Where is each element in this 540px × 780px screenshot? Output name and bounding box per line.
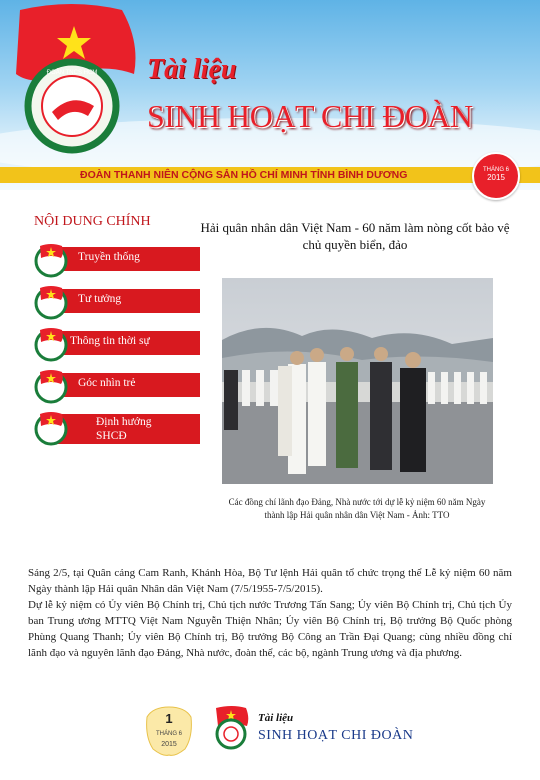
sidebar-item-truyen-thong[interactable]	[32, 240, 172, 274]
page-month: THÁNG 6	[155, 731, 182, 737]
article-paragraph: Sáng 2/5, tại Quân cảng Cam Ranh, Khánh Hòa, Bộ Tư lệnh Hải quân tổ chức trọng thể Lễ kỷ niệm 60 năm Ngày thành lập Hải quân Nhân dân Việt Nam (7/5/1955-7/5/2015).	[28, 567, 512, 595]
article-body	[28, 565, 512, 661]
sidebar-item-label: Thông tin thời sự	[70, 335, 150, 347]
sidebar-item-label: Tư tưởng	[78, 293, 122, 305]
org-name: ĐOÀN THANH NIÊN CỘNG SẢN HỒ CHÍ MINH TỈNH BÌNH DƯƠNG	[80, 169, 408, 181]
youth-badge-icon	[32, 240, 70, 278]
page-number-badge	[145, 705, 193, 757]
youth-badge-icon	[32, 366, 70, 404]
header-title-script: Tài liệu	[147, 54, 237, 85]
article-title: Hải quân nhân dân Việt Nam - 60 năm làm nòng cốt bảo vệ chủ quyền biển, đảo	[200, 220, 510, 252]
issue-year: 2015	[487, 173, 505, 182]
page-year: 2015	[161, 741, 177, 748]
footer-logo	[210, 706, 252, 752]
sidebar-item-thong-tin-thoi-su[interactable]	[32, 324, 172, 358]
logo-ring-text: ĐOÀN TNCS HCM	[46, 70, 98, 76]
footer-title-main: SINH HOẠT CHI ĐOÀN	[258, 728, 414, 743]
youth-badge-icon	[32, 324, 70, 362]
issue-date-badge	[472, 152, 520, 200]
header-title-main: SINH HOẠT CHI ĐOÀN	[147, 98, 473, 134]
footer-title-script: Tài liệu	[258, 712, 294, 724]
sidebar-title: NỘI DUNG CHÍNH	[34, 214, 151, 229]
sidebar-item-goc-nhin-tre[interactable]	[32, 366, 172, 400]
youth-badge-icon	[32, 282, 70, 320]
sidebar-item-label: Góc nhìn trẻ	[78, 377, 136, 389]
youth-union-logo	[2, 2, 152, 172]
page-number: 1	[165, 711, 173, 726]
sidebar-item-dinh-huong-shcd[interactable]	[32, 408, 172, 442]
article-paragraph: Dự lễ kỷ niệm có Ủy viên Bộ Chính trị, Chủ tịch nước Trương Tấn Sang; Ủy viên Bộ Chính trị, Chủ tịch Ủy ban Trung ương MTTQ Việt Nam Nguyễn Thiện Nhân; Ủy viên Bộ Chính trị, Bộ trưởng Bộ Quốc phòng Phùng Quang Thanh; Ủy viên Bộ Chính trị, Bộ trưởng Bộ Công an Trần Đại Quang; cùng nhiều đồng chí lãnh đạo và nguyên lãnh đạo Đảng, Nhà nước, đoàn thể, các bộ, ngành Trung ương và địa phương.	[28, 599, 512, 659]
sidebar-item-tu-tuong[interactable]	[32, 282, 172, 316]
sidebar-item-label: Định hướng SHCĐ	[96, 416, 152, 442]
photo-caption: Các đồng chí lãnh đạo Đảng, Nhà nước tới dự lễ kỷ niệm 60 năm Ngày thành lập Hải quân nhân dân Việt Nam - Ảnh: TTO	[228, 497, 486, 520]
sidebar-item-label: Truyền thống	[78, 251, 140, 263]
youth-badge-icon	[32, 408, 70, 446]
issue-month: THÁNG 6	[482, 167, 509, 173]
article-photo	[222, 278, 493, 484]
